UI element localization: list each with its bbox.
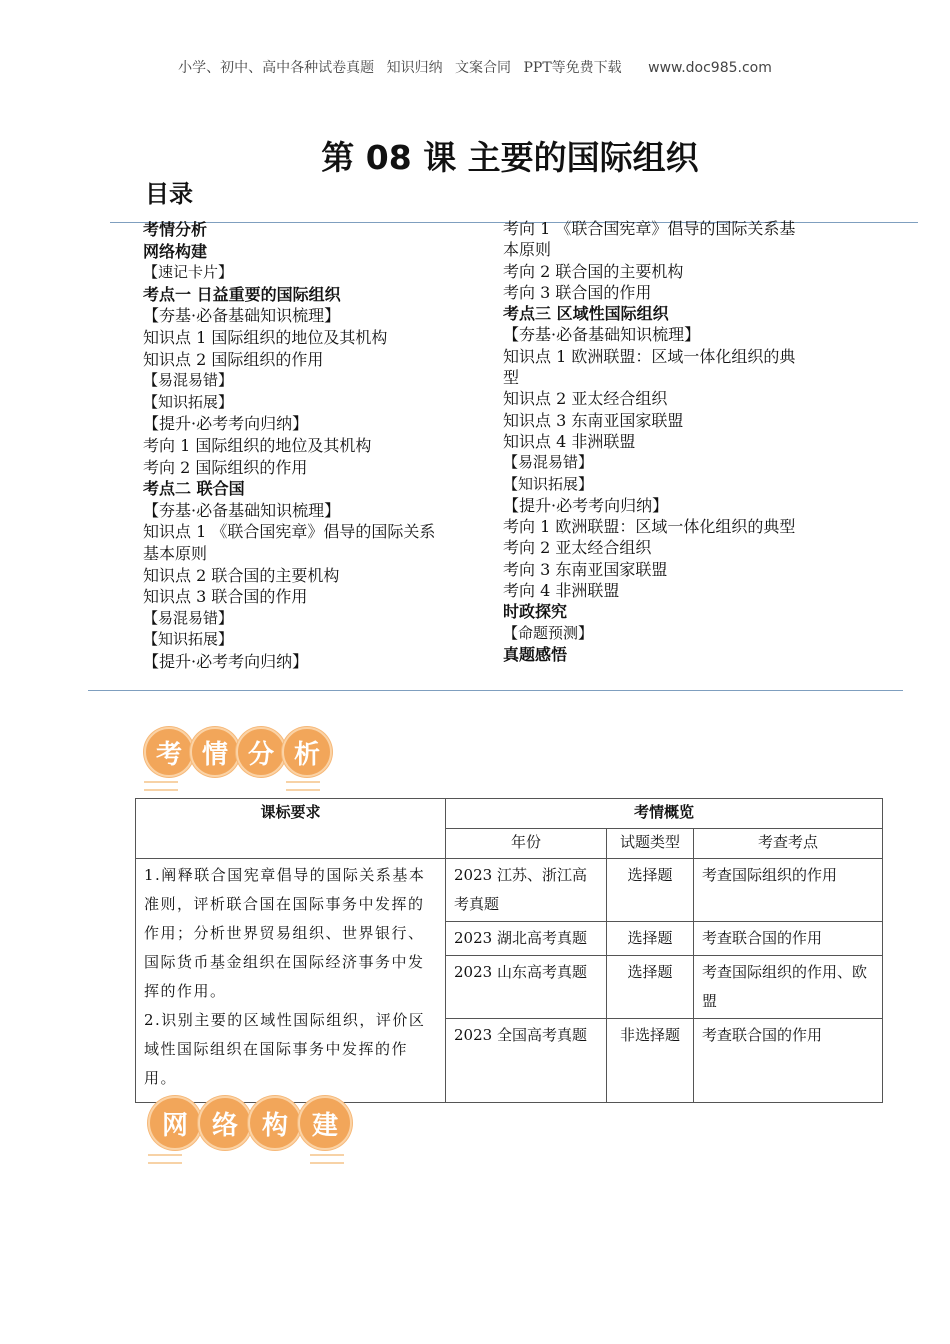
badge-character: 网 <box>148 1096 202 1150</box>
toc-item[interactable]: 考向 3 东南亚国家联盟 <box>503 559 668 579</box>
toc-right-column <box>503 218 808 665</box>
toc-item[interactable]: 知识点 1 《联合国宪章》倡导的国际关系基本原则 <box>143 522 436 563</box>
cell-type: 选择题 <box>607 922 694 956</box>
cell-point: 考查国际组织的作用 <box>694 859 883 922</box>
toc-item[interactable]: 【提升·必考考向归纳】 <box>143 651 309 671</box>
cell-type: 选择题 <box>607 956 694 1019</box>
toc-item[interactable]: 知识点 2 联合国的主要机构 <box>143 565 340 585</box>
toc-item[interactable]: 时政探究 <box>503 602 568 622</box>
cell-point: 考查联合国的作用 <box>694 1019 883 1103</box>
toc-item[interactable]: 【知识拓展】 <box>143 630 234 649</box>
cell-type: 非选择题 <box>607 1019 694 1103</box>
badge-character: 分 <box>236 727 286 777</box>
cell-year: 2023 山东高考真题 <box>446 956 607 1019</box>
toc-item[interactable]: 【速记卡片】 <box>143 263 234 282</box>
toc-item[interactable]: 知识点 1 欧洲联盟：区域一体化组织的典型 <box>503 346 796 388</box>
toc-item[interactable]: 考向 2 亚太经合组织 <box>503 538 652 558</box>
toc-item[interactable]: 【知识拓展】 <box>503 474 594 493</box>
toc-item[interactable]: 考向 1 《联合国宪章》倡导的国际关系基本原则 <box>503 219 796 260</box>
badge-character: 析 <box>282 727 332 777</box>
toc-item[interactable]: 考情分析 <box>143 220 208 239</box>
toc-item[interactable]: 考向 3 联合国的作用 <box>503 282 652 302</box>
toc-item[interactable]: 考点二 联合国 <box>143 479 245 499</box>
col-type: 试题类型 <box>607 829 694 859</box>
header-url[interactable]: www.doc985.com <box>648 60 772 76</box>
toc-item[interactable]: 知识点 3 联合国的作用 <box>143 587 308 607</box>
section-badge-network <box>148 1096 348 1164</box>
cell-point: 考查国际组织的作用、欧盟 <box>694 956 883 1019</box>
cell-year: 2023 全国高考真题 <box>446 1019 607 1103</box>
toc-heading: 目录 <box>145 180 193 208</box>
cell-point: 考查联合国的作用 <box>694 922 883 956</box>
toc-left-column <box>143 219 448 672</box>
badge-character: 建 <box>298 1096 352 1150</box>
toc-item[interactable]: 考向 2 国际组织的作用 <box>143 457 308 477</box>
badge-character: 络 <box>198 1096 252 1150</box>
toc-item[interactable]: 【易混易错】 <box>143 371 234 390</box>
toc-item[interactable]: 知识点 1 国际组织的地位及其机构 <box>143 327 388 347</box>
toc-item[interactable]: 知识点 2 国际组织的作用 <box>143 349 324 369</box>
toc-item[interactable]: 【易混易错】 <box>503 453 594 472</box>
toc-item[interactable]: 【命题预测】 <box>503 623 594 642</box>
header-overview: 考情概览 <box>446 799 883 829</box>
toc-item[interactable]: 考向 4 非洲联盟 <box>503 581 620 601</box>
toc-item[interactable]: 【夯基·必备基础知识梳理】 <box>503 325 701 345</box>
toc-item[interactable]: 考向 1 国际组织的地位及其机构 <box>143 435 372 455</box>
cell-type: 选择题 <box>607 859 694 922</box>
toc-item[interactable]: 知识点 3 东南亚国家联盟 <box>503 410 684 430</box>
toc-item[interactable]: 考点三 区域性国际组织 <box>503 304 669 324</box>
badge-character: 考 <box>144 727 194 777</box>
col-year: 年份 <box>446 829 607 859</box>
toc-item[interactable]: 【夯基·必备基础知识梳理】 <box>143 306 341 326</box>
page-title: 第 08 课 主要的国际组织 <box>321 138 699 177</box>
col-point: 考查考点 <box>694 829 883 859</box>
divider <box>88 690 903 691</box>
header-requirements: 课标要求 <box>136 799 446 859</box>
toc-item[interactable]: 【夯基·必备基础知识梳理】 <box>143 500 341 520</box>
requirement-1: 1.阐释联合国宪章倡导的国际关系基本准则，评析联合国在国际事务中发挥的作用；分析世界贸易组织、世界银行、国际货币基金组织在国际经济事务中发挥的作用。 <box>144 866 426 1000</box>
requirements-cell <box>136 859 446 1103</box>
toc-item[interactable]: 考点一 日益重要的国际组织 <box>143 284 341 304</box>
header-text: 文案合同 <box>455 60 512 76</box>
toc-item[interactable]: 考向 1 欧洲联盟：区域一体化组织的典型 <box>503 517 796 537</box>
header-text: 知识归纳 <box>386 60 443 76</box>
toc-item[interactable]: 【易混易错】 <box>143 608 234 627</box>
toc-item[interactable]: 知识点 4 非洲联盟 <box>503 431 636 451</box>
toc-item[interactable]: 【知识拓展】 <box>143 392 234 411</box>
badge-character: 构 <box>248 1096 302 1150</box>
section-badge-analysis <box>144 727 328 791</box>
toc-item[interactable]: 知识点 2 亚太经合组织 <box>503 389 668 409</box>
toc-item[interactable]: 考向 2 联合国的主要机构 <box>503 261 684 281</box>
cell-year: 2023 湖北高考真题 <box>446 922 607 956</box>
badge-character: 情 <box>190 727 240 777</box>
toc-item[interactable]: 【提升·必考考向归纳】 <box>143 414 309 434</box>
cell-year: 2023 江苏、浙江高考真题 <box>446 859 607 922</box>
toc-item[interactable]: 网络构建 <box>143 241 208 261</box>
toc-item[interactable]: 真题感悟 <box>503 644 568 664</box>
requirement-2: 2.识别主要的区域性国际组织，评价区域性国际组织在国际事务中发挥的作用。 <box>144 1011 426 1087</box>
header-text: 小学、初中、高中各种试卷真题 <box>178 60 375 76</box>
header-text: PPT等免费下载 <box>523 60 622 76</box>
exam-analysis-table <box>135 798 883 1103</box>
site-header <box>0 57 950 77</box>
toc-item[interactable]: 【提升·必考考向归纳】 <box>503 495 669 515</box>
